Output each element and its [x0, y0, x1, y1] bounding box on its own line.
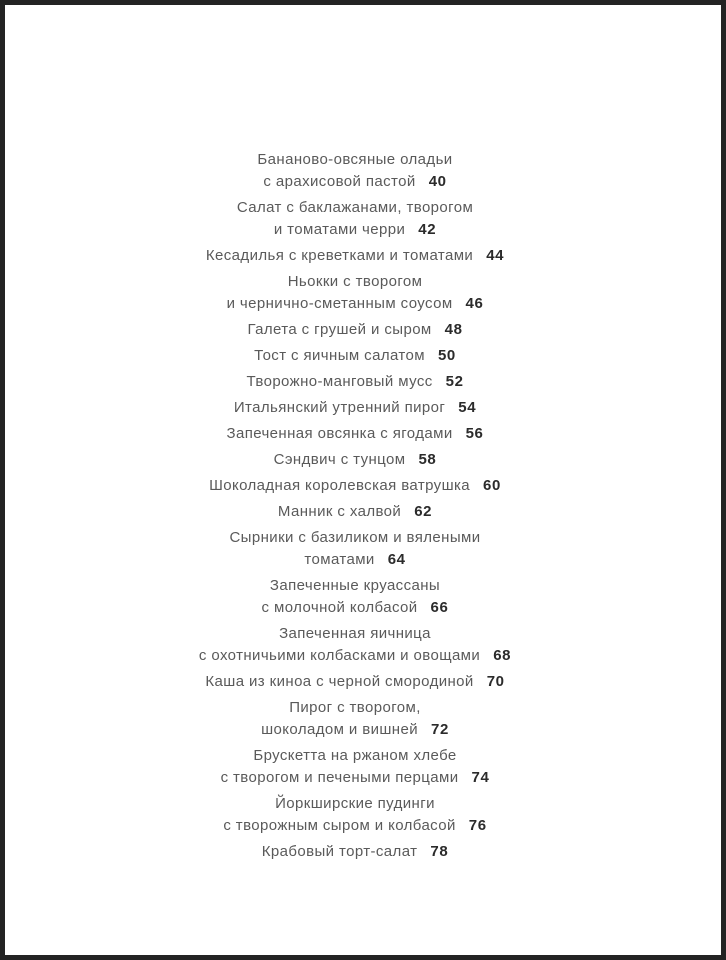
toc-entry-line — [111, 423, 599, 445]
toc-entry-title-text: Итальянский утренний пирог — [233, 399, 446, 416]
toc-entry-title-text: Брускетта на ржаном хлебе — [253, 747, 457, 764]
toc-entry-title-text: Пирог с творогом, — [289, 699, 421, 716]
toc-entry — [111, 423, 599, 445]
toc-entry — [111, 527, 599, 571]
toc-entry-page-number: 44 — [486, 247, 505, 264]
toc-entry — [111, 793, 599, 837]
toc-entry — [111, 319, 599, 341]
toc-entry — [111, 149, 599, 193]
toc-entry-title-text: с молочной колбасой — [261, 599, 418, 616]
toc-entry-line — [111, 745, 599, 767]
toc-entry-page-number: 48 — [444, 321, 463, 338]
toc-entry-title-text: с творогом и печеными перцами — [220, 769, 459, 786]
toc-entry — [111, 245, 599, 267]
toc-entry-line — [111, 645, 599, 667]
toc-entry-page-number: 74 — [471, 769, 490, 786]
toc-entry-title-text: Йоркширские пудинги — [275, 795, 435, 812]
toc-entry-line — [111, 697, 599, 719]
toc-entry-page-number: 52 — [445, 373, 464, 390]
toc-entry-title-text: Творожно-манговый мусс — [246, 373, 433, 390]
toc-entry-title-text: Сырники с базиликом и вялеными — [229, 529, 481, 546]
toc-entry-line — [111, 271, 599, 293]
toc-entry-page-number: 46 — [465, 295, 484, 312]
toc-entry-line — [111, 197, 599, 219]
toc-entry-title-text: Салат с баклажанами, творогом — [236, 199, 474, 216]
toc-entry-page-number: 58 — [418, 451, 437, 468]
toc-entry-title-text: с творожным сыром и колбасой — [223, 817, 456, 834]
toc-entry-line — [111, 397, 599, 419]
toc-entry-line — [111, 671, 599, 693]
toc-entry-line — [111, 319, 599, 341]
toc-entry-line — [111, 171, 599, 193]
toc-entry-title-text: и томатами черри — [273, 221, 406, 238]
toc-entry-page-number: 68 — [493, 647, 512, 664]
toc-entry — [111, 671, 599, 693]
toc-entry-title-text: Бананово-овсяные оладьи — [257, 151, 453, 168]
toc-entry-page-number: 50 — [437, 347, 456, 364]
toc-entry-title-text: Кесадилья с креветками и томатами — [205, 247, 474, 264]
toc-entry — [111, 501, 599, 523]
toc-entry-line — [111, 245, 599, 267]
toc-entry-line — [111, 527, 599, 549]
toc-entry-line — [111, 501, 599, 523]
toc-entry-title-text: Запеченная яичница — [279, 625, 431, 642]
toc-entry-page-number: 42 — [418, 221, 437, 238]
toc-entry-line — [111, 371, 599, 393]
toc-entry-title-text: Крабовый торт-салат — [261, 843, 418, 860]
toc-entry-line — [111, 719, 599, 741]
toc-entry — [111, 623, 599, 667]
toc-entry-line — [111, 767, 599, 789]
toc-entry-page-number: 72 — [431, 721, 449, 738]
toc-entry-title-text: с охотничьими колбасками и овощами — [198, 647, 481, 664]
toc-entry-line — [111, 219, 599, 241]
toc-entry-title-text: с арахисовой пастой — [263, 173, 416, 190]
toc-entry — [111, 841, 599, 863]
toc-entry-page-number: 78 — [430, 843, 449, 860]
toc-entry — [111, 449, 599, 471]
toc-entry — [111, 575, 599, 619]
toc-entry — [111, 697, 599, 741]
toc-entry-title-text: Галета с грушей и сыром — [247, 321, 432, 338]
toc-entry-title-text: Шоколадная королевская ватрушка — [209, 477, 471, 494]
toc-entry-page-number: 70 — [486, 673, 505, 690]
toc-entry-line — [111, 345, 599, 367]
toc-entry-line — [111, 549, 599, 571]
table-of-contents — [111, 5, 599, 863]
toc-entry — [111, 397, 599, 419]
toc-entry-line — [111, 623, 599, 645]
toc-entry-page-number: 60 — [483, 477, 501, 494]
toc-entry-title-text: Запеченная овсянка с ягодами — [226, 425, 453, 442]
toc-entry — [111, 197, 599, 241]
toc-entry-page-number: 66 — [430, 599, 449, 616]
toc-entry-line — [111, 597, 599, 619]
toc-entry-line — [111, 293, 599, 315]
toc-entry-page-number: 56 — [465, 425, 484, 442]
toc-entry-title-text: Запеченные круассаны — [269, 577, 441, 594]
toc-entry-page-number: 54 — [458, 399, 477, 416]
toc-entry — [111, 745, 599, 789]
toc-entry-title-text: и чернично-сметанным соусом — [226, 295, 453, 312]
toc-entry-page-number: 40 — [428, 173, 447, 190]
toc-entry-page-number: 62 — [414, 503, 433, 520]
toc-entry-title-text: шоколадом и вишней — [261, 721, 419, 738]
toc-entry-line — [111, 575, 599, 597]
toc-entry-line — [111, 149, 599, 171]
toc-entry — [111, 371, 599, 393]
toc-entry-title-text: Каша из киноа с черной смородиной — [205, 673, 474, 690]
toc-entry-line — [111, 815, 599, 837]
toc-entry-title-text: Ньокки с творогом — [287, 273, 423, 290]
toc-entry — [111, 475, 599, 497]
toc-entry — [111, 271, 599, 315]
toc-entry-line — [111, 449, 599, 471]
toc-entry-title-text: Манник с халвой — [277, 503, 402, 520]
toc-entry — [111, 345, 599, 367]
toc-entry-title-text: Тост с яичным салатом — [254, 347, 425, 364]
toc-entry-page-number: 64 — [387, 551, 406, 568]
toc-entry-page-number: 76 — [468, 817, 487, 834]
toc-entry-line — [111, 475, 599, 497]
toc-entry-line — [111, 841, 599, 863]
toc-entry-line — [111, 793, 599, 815]
toc-entry-title-text: Сэндвич с тунцом — [273, 451, 406, 468]
toc-entry-title-text: томатами — [304, 551, 375, 568]
